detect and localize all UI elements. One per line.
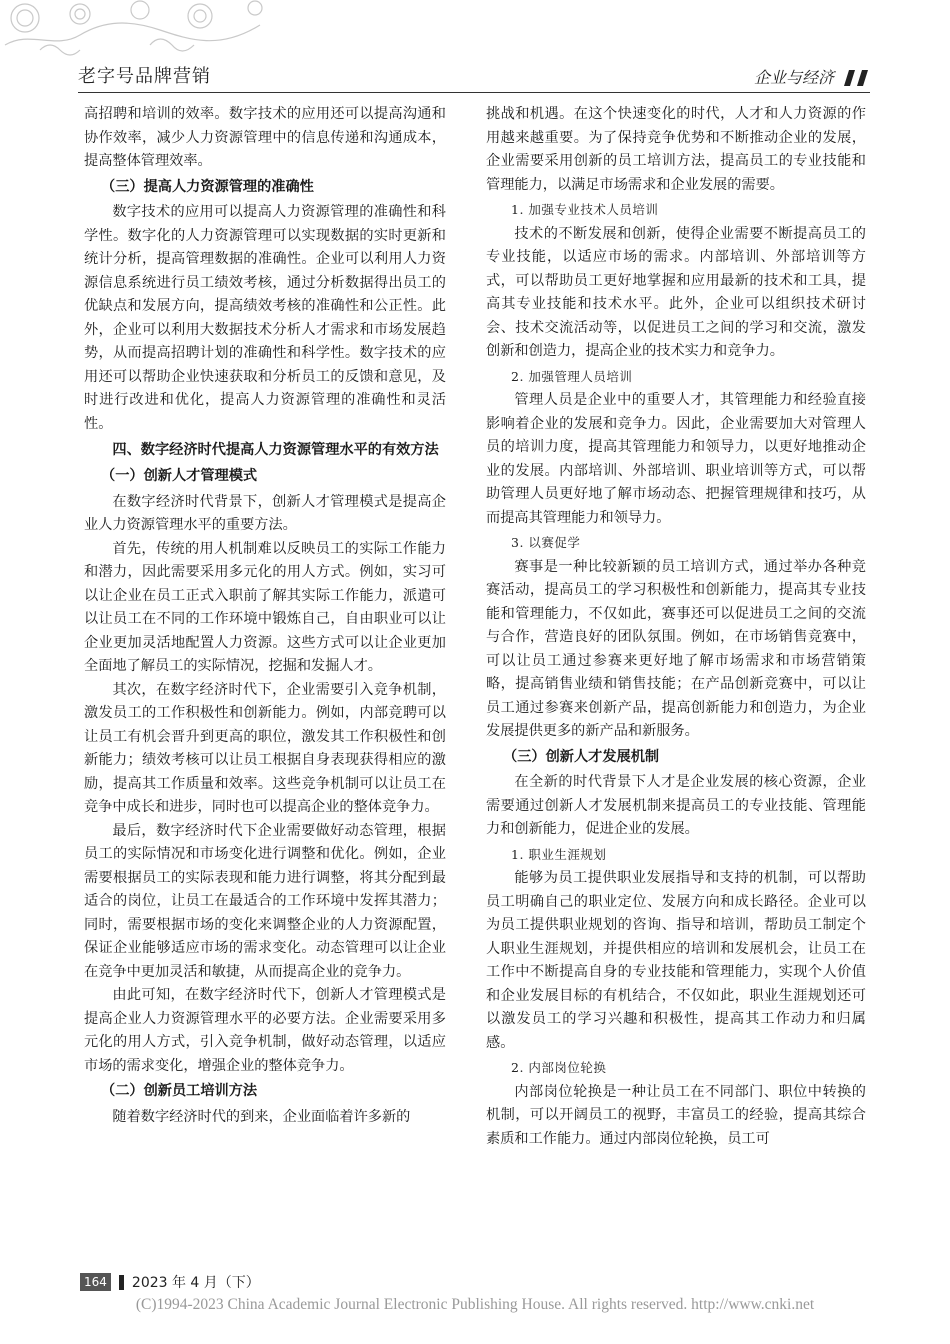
paragraph: 赛事是一种比较新颖的员工培训方式，通过举办各种竞赛活动，提高员工的学习积极性和创新能力，提高其专业技能和管理能力，不仅如此，赛事还可以促进员工之间的交流与合作，营造良好的团队氛围。例如，在市场销售竞赛中，可以让员工通过参赛来更好地了解市场需求和市场营销策略，提高销售业绩和销售技能；在产品创新竞赛中，可以让员工通过参赛来创新产品，提高创新能力和创造力，为企业发展提供更多的新产品和新服务。 [486,558,866,739]
paragraph: 由此可知，在数字经济时代下，创新人才管理模式是提高企业人力资源管理水平的必要方法。企业需要采用多元化的用人方式，引入竞争机制，做好动态管理，以适应市场的需求变化，增强企业的整体竞争力。 [84,987,446,1074]
minor-heading: 3. 以赛促学 [511,535,581,550]
paragraph: 能够为员工提供职业发展指导和支持的机制，可以帮助员工明确自己的职业定位、发展方向和成长路径。企业可以为员工提供职业规划的咨询、指导和培训，帮助员工制定个人职业生涯规划，并提供相应的培训和发展机会，让员工在工作中不断提高自身的专业技能和管理能力，实现个人价值和企业发展目标的有机结合，不仅如此，职业生涯规划还可以激发员工的学习兴趣和积极性，提高其工作动力和归属感。 [486,870,866,1051]
paragraph: 内部岗位轮换是一种让员工在不同部门、职位中转换的机制，可以开阔员工的视野，丰富员工的经验，提高其综合素质和工作能力。通过内部岗位轮换，员工可 [486,1083,866,1147]
minor-heading: 1. 加强专业技术人员培训 [511,202,659,217]
subsection-heading: （三）创新人才发展机制 [503,748,660,765]
footer-divider [119,1275,124,1290]
issue-date: 2023 年 4 月（下） [131,1275,260,1291]
subsection-heading: （三）提高人力资源管理的准确性 [101,178,314,195]
paragraph: 高招聘和培训的效率。数字技术的应用还可以提高沟通和协作效率，减少人力资源管理中的信息传递和沟通成本，提高整体管理效率。 [84,106,446,169]
paragraph: 其次，在数字经济时代下，企业需要引入竞争机制，激发员工的工作积极性和创新能力。例如，内部竞聘可以让员工有机会晋升到更高的职位，激发其工作积极性和创新能力；绩效考核可以让员工根据自身表现获得相应的激励，提高其工作质量和效率。这些竞争机制可以让员工在竞争中成长和进步，同时也可以提高企业的整体竞争力。 [84,681,446,815]
header-slash-marks-icon [840,70,870,86]
paragraph: 在数字经济时代背景下，创新人才管理模式是提高企业人力资源管理水平的重要方法。 [84,493,446,533]
minor-heading: 1. 职业生涯规划 [511,846,607,862]
paragraph: 在全新的时代背景下人才是企业发展的核心资源，企业需要通过创新人才发展机制来提高员工的专业技能、管理能力和创新能力，促进企业的发展。 [486,774,866,837]
paragraph: 数字技术的应用可以提高人力资源管理的准确性和科学性。数字化的人力资源管理可以实现数据的实时更新和统计分析，提高管理数据的准确性。企业可以利用人力资源信息系统进行员工绩效考核，通过分析数据得出员工的优缺点和发展方向，提高绩效考核的准确性和公正性。此外，企业可以利用大数据技术分析人才需求和市场发展趋势，从而提高招聘计划的准确性和科学性。数字技术的应用还可以帮助企业快速获取和分析员工的反馈和意见，及时进行改进和优化，提高人力资源管理的准确性和灵活性。 [84,204,446,432]
right-column [486,103,866,1151]
section-heading: 四、数字经济时代提高人力资源管理水平的有效方法 [112,442,439,458]
paragraph: 管理人员是企业中的重要人才，其管理能力和经验直接影响着企业的发展和竞争力。因此，企业需要加大对管理人员的培训力度，提高其管理能力和领导力，以更好地推动企业的发展。内部培训、外部培训、职业培训等方式，可以帮助管理人员更好地了解市场动态、把握管理规律和技巧，从而提高其管理能力和领导力。 [486,392,866,526]
left-column [84,103,446,1129]
page-footer [80,1272,260,1292]
page-number: 164 [80,1273,111,1291]
subsection-heading: （一）创新人才管理模式 [101,468,258,484]
running-header [78,62,870,93]
minor-heading: 2. 内部岗位轮换 [511,1060,607,1075]
paragraph: 首先，传统的用人机制难以反映员工的实际工作能力和潜力，因此需要采用多元化的用人方式。例如，实习可以让企业在员工正式入职前了解其实际工作能力，派遣可以让员工在不同的工作环境中锻炼自己，自由职业可以让企业更加灵活地配置人力资源。这些方式可以让企业更加全面地了解员工的实际情况，挖掘和发掘人才。 [84,540,446,674]
column-title: 企业与经济 [753,68,834,87]
floral-ornament-icon [0,0,300,60]
copyright-notice: (C)1994-2023 China Academic Journal Electronic Publishing House. All rights reserved. http://www.cnki.net [135,1296,815,1313]
paragraph: 随着数字经济时代的到来，企业面临着许多新的 [112,1108,411,1125]
subsection-heading: （二）创新员工培训方法 [101,1083,258,1099]
minor-heading: 2. 加强管理人员培训 [511,368,633,384]
paragraph: 技术的不断发展和创新，使得企业需要不断提高员工的专业技能，以适应市场的需求。内部培训、外部培训等方式，可以帮助员工更好地掌握和应用最新的技术和工具，提高其专业技能和技术水平。此外，企业可以组织技术研讨会、技术交流活动等，以促进员工之间的学习和交流，激发创新和创造力，提高企业的技术实力和竞争力。 [486,225,866,359]
journal-title: 老字号品牌营销 [78,66,211,87]
paragraph: 最后，数字经济时代下企业需要做好动态管理，根据员工的实际情况和市场变化进行调整和优化。例如，企业需要根据员工的实际表现和能力进行调整，将其分配到最适合的岗位，让员工在最适合的工作环境中发挥其潜力；同时，需要根据市场的变化来调整企业的人力资源配置，保证企业能够适应市场的需求变化。动态管理可以让企业在竞争中更加灵活和敏捷，从而提高企业的竞争力。 [84,822,446,980]
paragraph: 挑战和机遇。在这个快速变化的时代，人才和人力资源的作用越来越重要。为了保持竞争优势和不断推动企业的发展，企业需要采用创新的员工培训方法，提高员工的专业技能和管理能力，以满足市场需求和企业发展的需要。 [486,106,866,193]
